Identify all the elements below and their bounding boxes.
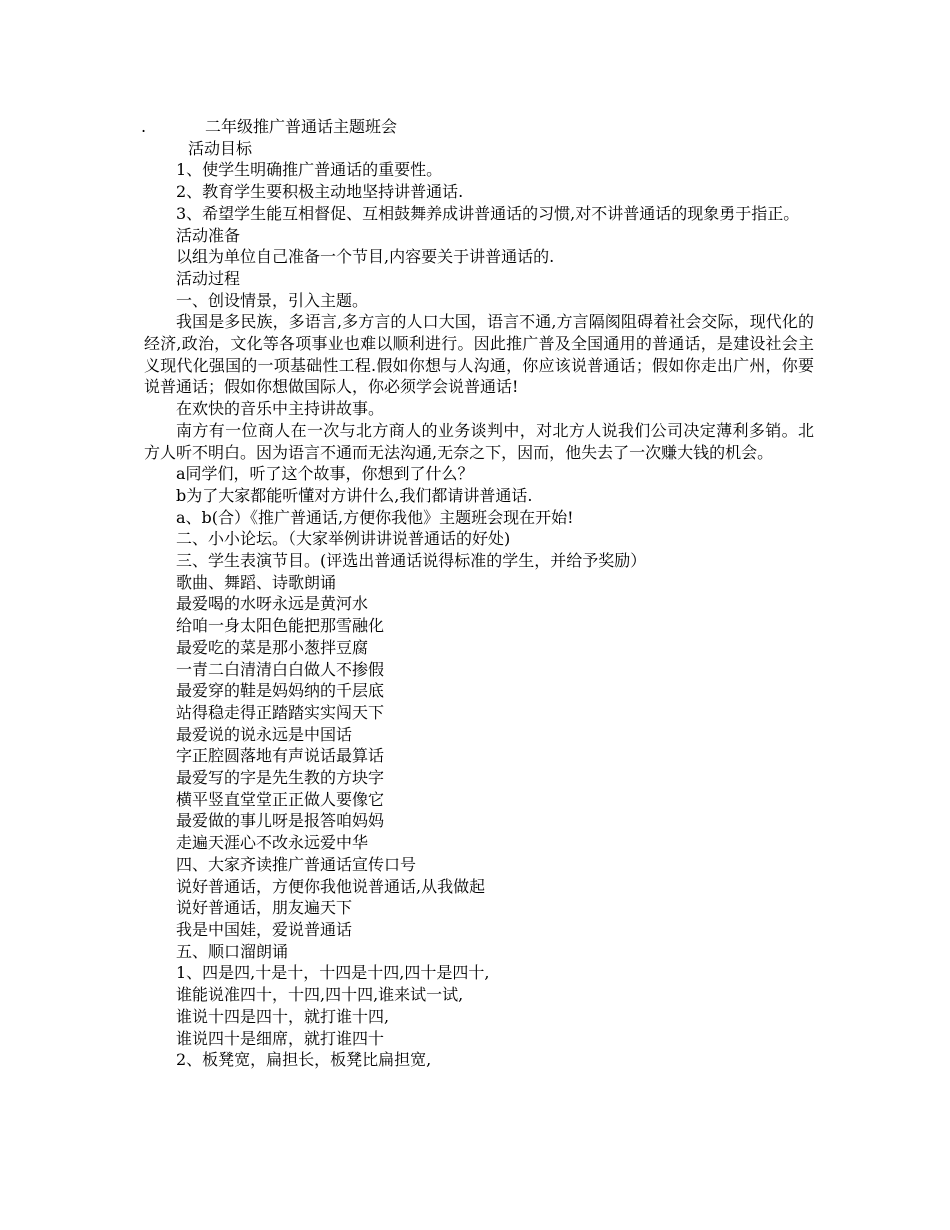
tongue-twister-line: 谁能说准四十，十四,四十四,谁来试一试, [176, 985, 464, 1005]
poem-line: 字正腔圆落地有声说话最算话 [176, 746, 385, 766]
tongue-twister-line: 1、四是四,十是十，十四是十四,四十是四十, [176, 963, 490, 983]
leading-dot: . [141, 117, 147, 136]
paragraph: 五、顺口溜朗诵 [176, 941, 289, 961]
paragraph: 3、希望学生能互相督促、互相鼓舞养成讲普通话的习惯,对不讲普通话的现象勇于指正。 [176, 203, 800, 223]
paragraph: 一、创设情景，引入主题。 [176, 290, 369, 310]
document-body [144, 138, 814, 1071]
paragraph: a、b(合）《推广普通话,方便你我他》主题班会现在开始! [176, 507, 574, 527]
poem-line: 最爱说的说永远是中国话 [176, 724, 353, 744]
paragraph: a同学们，听了这个故事，你想到了什么？ [176, 464, 474, 484]
section-heading-preparation: 活动准备 [176, 225, 241, 245]
paragraph: 四、大家齐读推广普通话宣传口号 [176, 854, 417, 874]
poem-line: 最爱喝的水呀永远是黄河水 [176, 594, 369, 614]
poem-line: 最爱穿的鞋是妈妈纳的千层底 [176, 681, 385, 701]
poem-line: 走遍天涯心不改永远爱中华 [176, 833, 369, 853]
tongue-twister-line: 2、板凳宽，扁担长，板凳比扁担宽, [176, 1050, 432, 1070]
tongue-twister-line: 谁说十四是四十，就打谁十四, [176, 1006, 390, 1026]
paragraph: 以组为单位自己准备一个节目,内容要关于讲普通话的. [176, 247, 555, 267]
paragraph: 南方有一位商人在一次与北方商人的业务谈判中，对北方人说我们公司决定薄利多销。北方人听不明白。因为语言不通而无法沟通,无奈之下，因而，他失去了一次赚大钱的机会。 [144, 420, 814, 462]
paragraph: 歌曲、舞蹈、诗歌朗诵 [176, 572, 337, 592]
slogan-line: 说好普通话，方便你我他说普通话,从我做起 [176, 876, 486, 896]
paragraph: 三、学生表演节目。(评选出普通话说得标准的学生，并给予奖励） [176, 551, 647, 571]
paragraph: b为了大家都能听懂对方讲什么,我们都请讲普通话. [176, 485, 533, 505]
paragraph: 2、教育学生要积极主动地坚持讲普通话. [176, 182, 464, 202]
slogan-line: 我是中国娃，爱说普通话 [176, 920, 353, 939]
paragraph: 二、小小论坛。（大家举例讲讲说普通话的好处) [176, 529, 511, 549]
poem-line: 最爱做的事儿呀是报答咱妈妈 [176, 811, 385, 831]
poem-line: 站得稳走得正踏踏实实闯天下 [176, 702, 385, 722]
poem-line: 横平竖直堂堂正正做人要像它 [176, 789, 385, 809]
poem-line: 一青二白清清白白做人不掺假 [176, 659, 385, 679]
section-heading-process: 活动过程 [176, 268, 241, 288]
slogan-line: 说好普通话，朋友遍天下 [176, 898, 353, 918]
document-title: 二年级推广普通话主题班会 [205, 117, 398, 136]
tongue-twister-line: 谁说四十是细席，就打谁四十 [176, 1028, 385, 1048]
poem-line: 给咱一身太阳色能把那雪融化 [176, 616, 385, 636]
poem-line: 最爱写的字是先生教的方块字 [176, 768, 385, 788]
paragraph: 我国是多民族，多语言,多方言的人口大国，语言不通,方言隔阂阻碍着社会交际，现代化的经济,政治，文化等各项事业也难以顺利进行。因此推广普及全国通用的普通话，是建设社会主义现代化强国的一项基础性工程.假如你想与人沟通，你应该说普通话；假如你走出广州，你要说普通话；假如你想做国际人，你必须学会说普通话! [144, 312, 814, 397]
poem-line: 最爱吃的菜是那小葱拌豆腐 [176, 637, 369, 657]
section-heading-goals: 活动目标 [188, 138, 253, 158]
paragraph: 1、使学生明确推广普通话的重要性。 [176, 160, 443, 180]
paragraph: 在欢快的音乐中主持讲故事。 [176, 399, 385, 419]
